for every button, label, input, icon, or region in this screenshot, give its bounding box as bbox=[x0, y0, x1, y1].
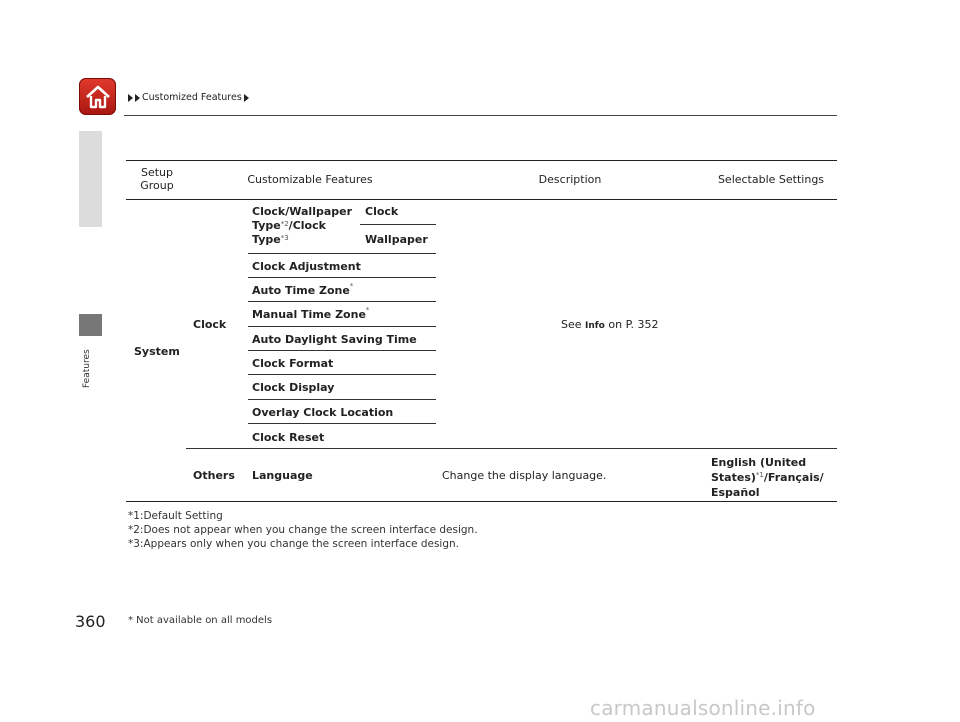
arrow-right-icon bbox=[128, 94, 133, 102]
breadcrumb-customized-features[interactable]: Customized Features bbox=[142, 92, 242, 103]
row-rule bbox=[248, 253, 436, 254]
row-rule bbox=[248, 301, 436, 302]
feature-language: Language bbox=[252, 469, 313, 482]
watermark: carmanualsonline.info bbox=[590, 696, 816, 720]
arrow-right-icon bbox=[244, 94, 249, 102]
row-rule bbox=[248, 374, 436, 375]
header-setup-group: Setup Group bbox=[140, 166, 174, 192]
subgroup-others: Others bbox=[193, 469, 235, 482]
option-clock: Clock bbox=[365, 205, 399, 218]
arrow-right-icon bbox=[135, 94, 140, 102]
row-rule bbox=[248, 326, 436, 327]
header-selectable-settings: Selectable Settings bbox=[717, 173, 825, 186]
feature-manual-time-zone: Manual Time Zone* bbox=[252, 306, 370, 321]
row-rule bbox=[248, 350, 436, 351]
feature-clock-reset: Clock Reset bbox=[252, 431, 325, 444]
row-rule bbox=[248, 399, 436, 400]
feature-clock-display: Clock Display bbox=[252, 381, 335, 394]
breadcrumb bbox=[128, 92, 249, 103]
table-top-rule bbox=[126, 160, 837, 161]
row-rule bbox=[360, 224, 436, 225]
page-number: 360 bbox=[75, 612, 106, 631]
feature-clock-adjustment: Clock Adjustment bbox=[252, 260, 361, 273]
footnote-3: *3:Appears only when you change the screen interface design. bbox=[128, 538, 460, 550]
header-bottom-rule bbox=[126, 199, 837, 200]
option-wallpaper: Wallpaper bbox=[365, 233, 428, 246]
settings-language: English (United States)$^{*1}$/Français/ Español bbox=[711, 456, 824, 499]
header-rule bbox=[124, 115, 837, 116]
footnote-1: *1:Default Setting bbox=[128, 510, 223, 522]
description-language: Change the display language. bbox=[442, 469, 607, 482]
row-rule bbox=[248, 423, 436, 424]
feature-overlay-clock-location: Overlay Clock Location bbox=[252, 406, 394, 419]
subgroup-clock: Clock bbox=[193, 318, 227, 331]
side-tab-blank bbox=[79, 131, 102, 227]
side-label: Features bbox=[82, 349, 92, 388]
feature-auto-daylight-saving-time: Auto Daylight Saving Time bbox=[252, 333, 417, 346]
footnote-2: *2:Does not appear when you change the screen interface design. bbox=[128, 524, 478, 536]
row-rule bbox=[248, 277, 436, 278]
see-info-reference: See Info on P. 352 bbox=[561, 318, 659, 331]
info-link[interactable]: Info bbox=[585, 321, 605, 331]
header-description: Description bbox=[538, 173, 602, 186]
feature-clock-wallpaper-type: Clock/Wallpaper Type$^{*2}$/Clock Type$^{*3}$ bbox=[252, 205, 353, 246]
availability-note: * Not available on all models bbox=[128, 615, 273, 626]
system-bottom-rule bbox=[186, 448, 837, 449]
feature-auto-time-zone: Auto Time Zone* bbox=[252, 282, 354, 297]
home-icon bbox=[84, 84, 112, 110]
feature-clock-format: Clock Format bbox=[252, 357, 334, 370]
home-button[interactable] bbox=[79, 78, 116, 115]
header-customizable-features: Customizable Features bbox=[247, 173, 373, 186]
table-bottom-rule bbox=[126, 501, 837, 502]
group-system: System bbox=[134, 345, 180, 358]
